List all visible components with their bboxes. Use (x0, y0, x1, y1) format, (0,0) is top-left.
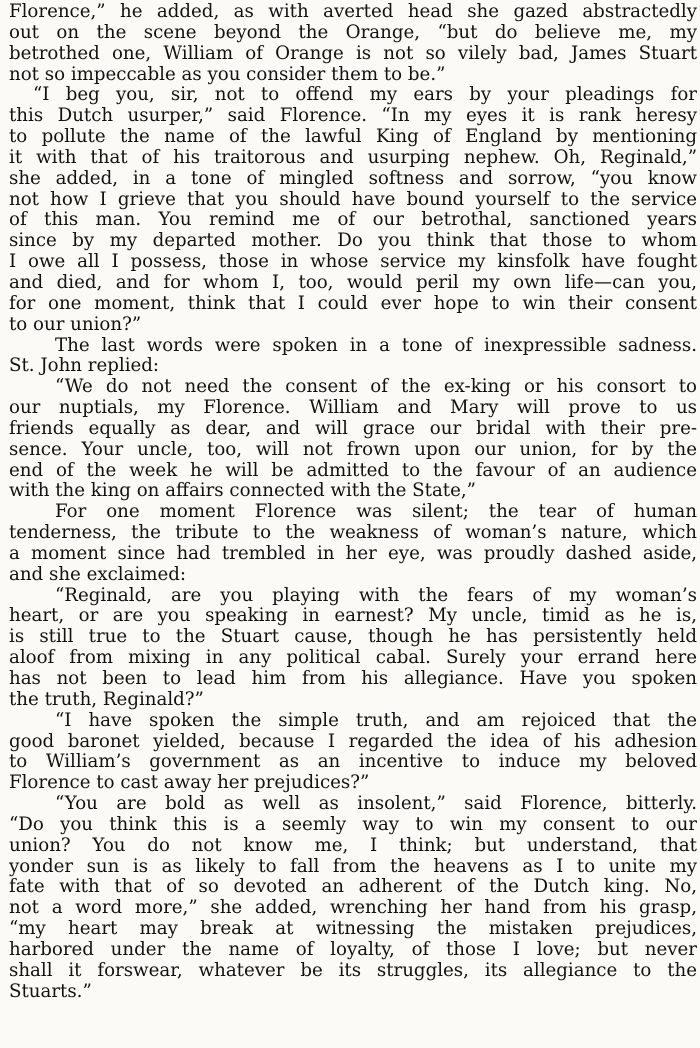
text-line: a moment since had trembled in her eye, was proudly dashed aside, (9, 542, 697, 564)
text-line: Florence to cast away her prejudices?” (9, 772, 370, 794)
text-line: good baronet yielded, because I regarded the idea of his adhesion (9, 730, 697, 752)
text-line: “I beg you, sir, not to offend my ears by your pleadings for (33, 84, 697, 106)
paragraph-2 (9, 85, 697, 335)
text-line: end of the week he will be admitted to the favour of an audience (9, 459, 697, 481)
text-line: not how I grieve that you should have bound yourself to the service (9, 188, 697, 210)
text-line: it with that of his traitorous and usurping nephew. Oh, Reginald,” (9, 146, 697, 168)
text-line: Florence,” he added, as with averted head she gazed abstractedly (9, 1, 697, 22)
text-line: of this man. You remind me of our betrothal, sanctioned years (9, 209, 697, 231)
text-line: friends equally as dear, and will grace our bridal with their pre- (9, 417, 697, 439)
text-line: yonder sun is as likely to fall from the heavens as I to unite my (9, 855, 697, 877)
text-line: The last words were spoken in a tone of inexpressible sadness. (55, 334, 697, 356)
text-line: heart, or are you speaking in earnest? My uncle, timid as he is, (9, 605, 697, 627)
text-line: Stuarts.” (9, 980, 92, 1002)
text-line: aloof from mixing in any political cabal. Surely your errand here (9, 647, 697, 669)
text-line: out on the scene beyond the Orange, “but do believe me, my (9, 21, 697, 43)
text-line: union? You do not know me, I think; but understand, that (9, 834, 697, 856)
text-line: not so impeccable as you consider them to be.” (9, 63, 446, 85)
text-line: “You are bold as well as insolent,” said Florence, bitterly. (55, 793, 697, 815)
text-line: she added, in a tone of mingled softness and sorrow, “you know (9, 167, 697, 189)
text-line: is still true to the Stuart cause, though he has persistently held (9, 626, 697, 648)
text-line: “We do not need the consent of the ex-king or his consort to (55, 376, 697, 398)
text-line: and died, and for whom I, too, would peril my own life—can you, (9, 271, 697, 293)
text-line: harbored under the name of loyalty, of those I love; but never (9, 938, 697, 960)
article-text-column (9, 2, 697, 1003)
text-line: sence. Your uncle, too, will not frown upon our union, for by the (9, 438, 697, 460)
text-line: to our union?” (9, 313, 142, 335)
paragraph-6 (9, 586, 697, 711)
text-line: for one moment, think that I could ever hope to win their consent (9, 292, 697, 314)
paragraph-1 (9, 2, 697, 85)
text-line: since by my departed mother. Do you think that those to whom (9, 230, 697, 252)
text-line: this Dutch usurper,” said Florence. “In my eyes it is rank heresy (9, 105, 697, 127)
text-line: has not been to lead him from his allegiance. Have you spoken (9, 668, 697, 689)
text-line: shall it forswear, whatever be its struggles, its allegiance to the (9, 959, 697, 981)
text-line: not a word more,” she added, wrenching her hand from his grasp, (9, 897, 697, 919)
paragraph-3 (9, 336, 697, 378)
text-line: and she exclaimed: (9, 563, 187, 585)
text-line: fate with that of so devoted an adherent of the Dutch king. No, (9, 876, 697, 898)
text-line: with the king on affairs connected with the State,” (9, 480, 476, 502)
text-line: our nuptials, my Florence. William and Mary will prove to us (9, 397, 697, 419)
text-line: “Do you think this is a seemly way to win my consent to our (9, 813, 697, 835)
text-line: the truth, Reginald?” (9, 688, 204, 710)
text-line: I owe all I possess, those in whose service my kinsfolk have fought (9, 251, 697, 273)
paragraph-8 (9, 794, 697, 1002)
text-line: For one moment Florence was silent; the tear of human (55, 501, 697, 523)
text-line: “Reginald, are you playing with the fears of my woman’s (55, 584, 697, 606)
text-line: St. John replied: (9, 355, 160, 377)
text-line: “I have spoken the simple truth, and am rejoiced that the (55, 709, 697, 731)
text-line: betrothed one, William of Orange is not so vilely bad, James Stuart (9, 42, 697, 64)
paragraph-4 (9, 377, 697, 502)
paragraph-5 (9, 502, 697, 585)
paragraph-7 (9, 711, 697, 794)
text-line: to pollute the name of the lawful King of England by mentioning (9, 126, 697, 148)
text-line: to William’s government as an incentive to induce my beloved (9, 751, 697, 773)
text-line: “my heart may break at witnessing the mistaken prejudices, (9, 918, 697, 940)
text-line: tenderness, the tribute to the weakness of woman’s nature, which (9, 522, 697, 544)
